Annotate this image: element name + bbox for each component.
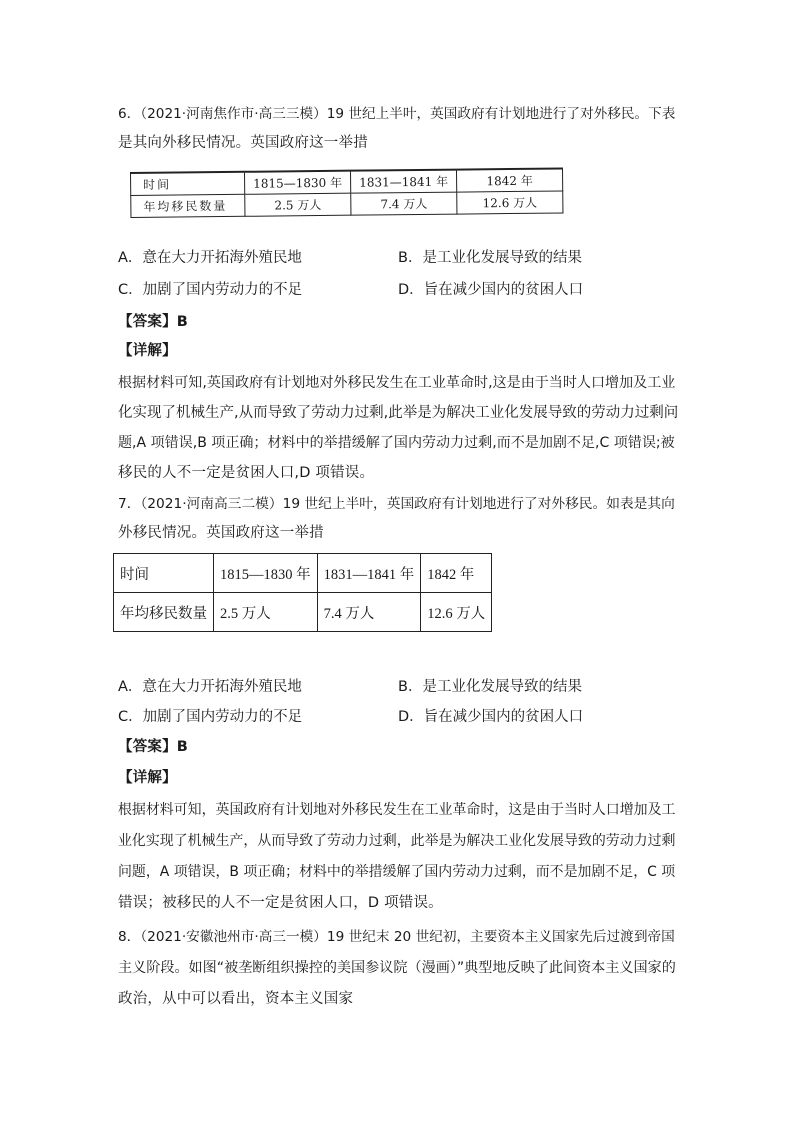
q6-option-d: D．旨在减少国内的贫困人口 (398, 282, 584, 298)
table-cell: 年均移民数量 (114, 593, 214, 632)
q7-explanation-line-3: 问题，A 项错误，B 项正确；材料中的举措缓解了国内劳动力过剩，而不是加剧不足，C 项 (118, 864, 676, 880)
table-cell: 1831—1841 年 (350, 170, 456, 194)
q7-option-c: C．加剧了国内劳动力的不足 (118, 709, 303, 725)
table-cell: 1815—1830 年 (245, 171, 351, 195)
table-cell: 1842 年 (421, 554, 492, 593)
table-cell: 1831—1841 年 (317, 554, 421, 593)
q6-explanation-line-1: 根据材料可知,英国政府有计划地对外移民发生在工业革命时,这是由于当时人口增加及工业 (118, 375, 676, 391)
table-cell: 时间 (114, 554, 214, 593)
q8-stem-line-2: 主义阶段。如图“被垄断组织操控的美国参议院（漫画）”典型地反映了此间资本主义国家的 (118, 960, 676, 976)
table-cell: 7.4 万人 (351, 192, 457, 215)
q6-stem-line-1: 6．（2021·河南焦作市·高三三模）19 世纪上半叶，英国政府有计划地进行了对外移民。下表 (118, 106, 676, 122)
q7-stem-line-2: 外移民情况。英国政府这一举措 (118, 525, 324, 541)
q6-explanation-line-2: 化实现了机械生产,从而导致了劳动力过剩,此举是为解决工业化发展导致的劳动力过剩问 (118, 405, 679, 421)
table-row (131, 191, 563, 218)
q7-explanation-line-2: 业化实现了机械生产，从而导致了劳动力过剩，此举是为解决工业化发展导致的劳动力过剩 (118, 833, 676, 849)
q7-option-d: D．旨在减少国内的贫困人口 (398, 709, 584, 725)
q6-stem-line-2: 是其向外移民情况。英国政府这一举措 (118, 135, 368, 151)
q8-stem-line-3: 政治，从中可以看出，资本主义国家 (118, 991, 354, 1007)
q7-option-a: A．意在大力开拓海外殖民地 (118, 679, 302, 695)
q7-emigration-table (113, 553, 492, 632)
q6-answer: 【答案】B (118, 314, 189, 330)
q7-answer: 【答案】B (118, 739, 189, 755)
q6-option-b: B．是工业化发展导致的结果 (398, 250, 582, 266)
q7-explanation-line-1: 根据材料可知，英国政府有计划地对外移民发生在工业革命时，这是由于当时人口增加及工 (118, 802, 676, 818)
table-cell: 1815—1830 年 (214, 554, 318, 593)
q6-option-c: C．加剧了国内劳动力的不足 (118, 282, 303, 298)
q7-option-b: B．是工业化发展导致的结果 (398, 679, 582, 695)
q6-detail-heading: 【详解】 (118, 343, 177, 359)
q7-stem-line-1: 7．（2021·河南高三二模）19 世纪上半叶，英国政府有计划地进行了对外移民。如表是其向 (118, 496, 675, 512)
q7-detail-heading: 【详解】 (118, 770, 177, 786)
q6-emigration-table (130, 167, 563, 218)
table-cell: 12.6 万人 (421, 593, 492, 632)
q8-stem-line-1: 8．（2021·安徽池州市·高三一模）19 世纪末 20 世纪初，主要资本主义国家先后过渡到帝国 (118, 929, 675, 945)
q6-explanation-line-4: 移民的人不一定是贫困人口,D 项错误。 (118, 465, 375, 481)
table-cell: 2.5 万人 (245, 193, 351, 216)
table-cell: 1842 年 (456, 168, 562, 192)
q7-explanation-line-4: 错误；被移民的人不一定是贫困人口，D 项错误。 (118, 895, 443, 911)
table-cell: 7.4 万人 (317, 593, 421, 632)
table-cell: 2.5 万人 (214, 593, 318, 632)
table-row (114, 554, 492, 593)
q6-explanation-line-3: 题,A 项错误,B 项正确；材料中的举措缓解了国内劳动力过剩,而不是加剧不足,C 项错误;被 (118, 435, 675, 451)
table-cell: 12.6 万人 (457, 191, 563, 214)
table-row (114, 593, 492, 632)
table-cell: 时间 (131, 172, 245, 196)
table-cell: 年均移民数量 (131, 194, 245, 217)
q6-option-a: A．意在大力开拓海外殖民地 (118, 250, 302, 266)
